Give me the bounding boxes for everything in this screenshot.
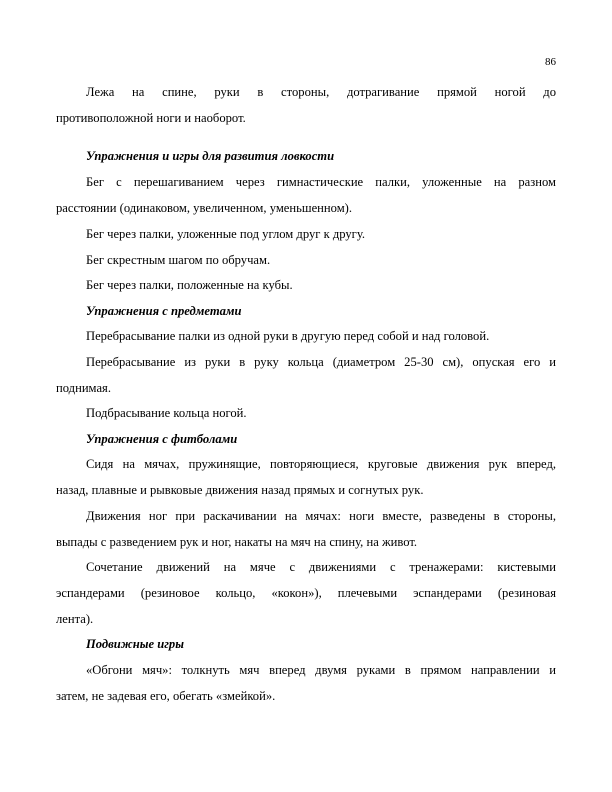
paragraph-line: затем, не задевая его, обегать «змейкой».	[56, 688, 276, 703]
paragraph-line: противоположной ноги и наоборот.	[56, 110, 246, 125]
section-heading: Упражнения с предметами	[86, 304, 242, 318]
paragraph-line: «Обгони мяч»: толкнуть мяч вперед двумя руками в прямом направлении и	[86, 663, 556, 677]
paragraph-line: Перебрасывание из руки в руку кольца (диаметром 25-30 см), опуская его и	[86, 355, 556, 369]
paragraph: Бег скрестным шагом по обручам.	[86, 253, 271, 267]
paragraph: Перебрасывание палки из одной руки в другую перед собой и над головой.	[86, 329, 490, 343]
paragraph	[56, 350, 556, 402]
paragraph-line: Движения ног при раскачивании на мячах: ноги вместе, разведены в стороны,	[86, 509, 556, 523]
paragraph	[56, 504, 556, 556]
section-heading: Подвижные игры	[86, 637, 184, 651]
paragraph	[56, 80, 556, 132]
paragraph	[56, 452, 556, 504]
paragraph	[56, 170, 556, 222]
paragraph: Бег через палки, уложенные под углом друг к другу.	[86, 227, 366, 241]
paragraph-line: Сочетание движений на мяче с движениями с тренажерами: кистевыми	[86, 560, 556, 574]
section-heading: Упражнения и игры для развития ловкости	[86, 149, 335, 163]
paragraph-line: поднимая.	[56, 380, 111, 395]
paragraph-line: назад, плавные и рывковые движения назад прямых и согнутых рук.	[56, 482, 424, 497]
paragraph-line: лента).	[56, 611, 94, 626]
paragraph-line: эспандерами (резиновое кольцо, «кокон»), плечевыми эспандерами (резиновая	[56, 585, 556, 600]
paragraph-line: Сидя на мячах, пружинящие, повторяющиеся, круговые движения рук вперед,	[86, 457, 556, 471]
paragraph-line: выпады с разведением рук и ног, накаты на мяч на спину, на живот.	[56, 534, 418, 549]
paragraph: Бег через палки, положенные на кубы.	[86, 278, 293, 292]
paragraph	[56, 658, 556, 710]
paragraph	[56, 555, 556, 632]
page-number: 86	[545, 56, 556, 68]
section-heading: Упражнения с фитболами	[86, 432, 238, 446]
paragraph-line: расстоянии (одинаковом, увеличенном, уменьшенном).	[56, 200, 353, 215]
paragraph: Подбрасывание кольца ногой.	[86, 406, 247, 420]
paragraph-line: Лежа на спине, руки в стороны, дотрагивание прямой ногой до	[86, 85, 556, 99]
paragraph-line: Бег с перешагиванием через гимнастические палки, уложенные на разном	[86, 175, 556, 189]
